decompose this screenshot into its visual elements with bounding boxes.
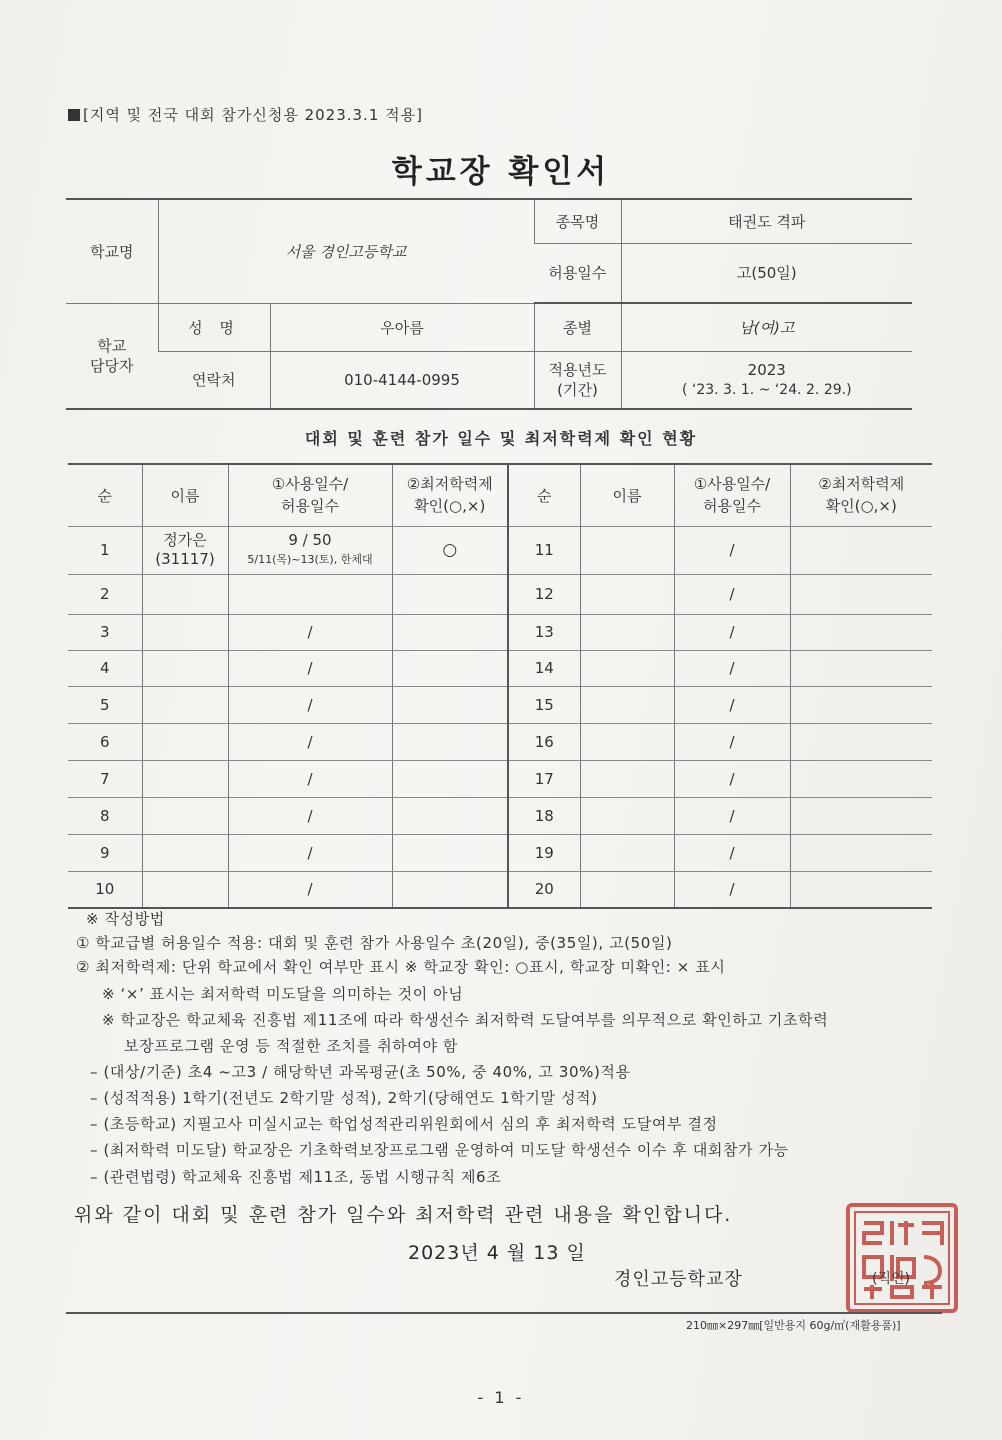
year-label-line1: 적용년도: [548, 360, 607, 379]
row-check-right: [790, 686, 932, 723]
row-name: [142, 526, 228, 574]
row-check-right: [790, 871, 932, 908]
header-name-right: 이름: [580, 464, 674, 526]
table-row: [68, 871, 932, 908]
row-no-right: 12: [508, 574, 580, 614]
header-days-line1: ①사용일수/: [271, 475, 349, 494]
form-category-note: [68, 104, 423, 125]
row-name-right: [580, 797, 674, 834]
participation-table: [68, 463, 932, 909]
row-name: [142, 574, 228, 614]
header-name: 이름: [142, 464, 228, 526]
row-check: [392, 871, 508, 908]
contact-label: 연락처: [158, 351, 270, 409]
header-no: 순: [68, 464, 142, 526]
footer-divider: [66, 1312, 942, 1314]
row-name: [142, 650, 228, 686]
year-label-line2: (기간): [557, 380, 598, 399]
seal-label: (직인): [872, 1271, 910, 1287]
year-label: [534, 351, 621, 409]
instruction-line: – (최저학력 미도달) 학교장은 기초학력보장프로그램 운영하여 미도달 학생선수 이수 후 대회참가 가능: [90, 1141, 789, 1159]
row-no: 5: [68, 686, 142, 723]
confirmation-date: 2023년 4 월 13 일: [408, 1242, 586, 1264]
gender-label: 종별: [534, 303, 621, 351]
manager-name-label: 성 명: [158, 303, 270, 351]
row-days: /: [228, 686, 392, 723]
page-number: - 1 -: [477, 1388, 525, 1407]
row-name-right: [580, 614, 674, 650]
row-days: /: [228, 614, 392, 650]
event-label: 종목명: [534, 199, 621, 243]
school-name-label: 학교명: [66, 199, 158, 303]
header-check: [392, 464, 508, 526]
instruction-line: – (성적적용) 1학기(전년도 2학기말 성적), 2학기(당해연도 1학기말 성적): [90, 1089, 598, 1107]
header-no-right: 순: [508, 464, 580, 526]
row-days: /: [228, 760, 392, 797]
row-check-right: [790, 723, 932, 760]
year-value: [621, 351, 912, 409]
row-check: [392, 650, 508, 686]
header-check-line2: 확인(○,×): [414, 497, 486, 516]
header-days: [228, 464, 392, 526]
row-days-right: /: [674, 760, 790, 797]
row-days-right: /: [674, 526, 790, 574]
row-no: 3: [68, 614, 142, 650]
square-bullet-icon: [68, 109, 80, 121]
manager-label-line1: 학교: [97, 336, 127, 355]
row-check: [392, 834, 508, 871]
table-header-row: [68, 464, 932, 526]
header-days-right-line1: ①사용일수/: [693, 475, 771, 494]
paper-spec: 210㎜×297㎜[일반용지 60g/㎡(재활용품)]: [686, 1319, 901, 1332]
principal-title: 경인고등학교장: [614, 1269, 743, 1290]
row-name-right: [580, 650, 674, 686]
row-days: /: [228, 834, 392, 871]
row-no-right: 16: [508, 723, 580, 760]
official-seal-stamp: [842, 1197, 962, 1319]
gender-value: 남(여)고: [621, 303, 912, 351]
row-name: [142, 760, 228, 797]
row-check-right: [790, 650, 932, 686]
table-row: [68, 723, 932, 760]
instruction-line: ※ 학교장은 학교체육 진흥법 제11조에 따라 학생선수 최저학력 도달여부를 의무적으로 확인하고 기초학력: [102, 1011, 829, 1029]
row-days: [228, 526, 392, 574]
row-no: 4: [68, 650, 142, 686]
row-no: 8: [68, 797, 142, 834]
header-check-right: [790, 464, 932, 526]
row-name-right: [580, 834, 674, 871]
header-check-right-line1: ②최저학력제: [818, 475, 905, 494]
row-days-right: /: [674, 614, 790, 650]
row-name-line1: 정가은: [163, 531, 207, 549]
row-days-right: /: [674, 574, 790, 614]
row-days-right: /: [674, 686, 790, 723]
row-name-right: [580, 871, 674, 908]
instruction-line: – (초등학교) 지필고사 미실시교는 학업성적관리위원회에서 심의 후 최저학력 도달여부 결정: [90, 1115, 718, 1133]
manager-label: [66, 303, 158, 409]
row-days-right: /: [674, 834, 790, 871]
row-check-right: [790, 834, 932, 871]
school-name-value: 서울 경인고등학교: [158, 199, 534, 303]
table-row: [68, 686, 932, 723]
row-check: ○: [392, 526, 508, 574]
row-name-right: [580, 723, 674, 760]
event-value: 태권도 격파: [621, 199, 912, 243]
row-check: [392, 614, 508, 650]
table-row: [68, 574, 932, 614]
row-no: 9: [68, 834, 142, 871]
instruction-line: ② 최저학력제: 단위 학교에서 확인 여부만 표시 ※ 학교장 확인: ○표시, 학교장 미확인: × 표시: [76, 958, 726, 976]
row-days: /: [228, 871, 392, 908]
row-no-right: 19: [508, 834, 580, 871]
header-days-right: [674, 464, 790, 526]
row-no: 2: [68, 574, 142, 614]
row-days-detail: 5/11(목)~13(토), 한체대: [247, 553, 373, 566]
instruction-line: – (대상/기준) 초4 ~고3 / 해당학년 과목평균(초 50%, 중 40%, 고 30%)적용: [90, 1063, 631, 1081]
form-category-text: [지역 및 전국 대회 참가신청용 2023.3.1 적용]: [83, 106, 423, 124]
instruction-line: ※ ‘×’ 표시는 최저학력 미도달을 의미하는 것이 아님: [102, 985, 464, 1003]
row-name-right: [580, 574, 674, 614]
row-name-right: [580, 526, 674, 574]
row-check-right: [790, 760, 932, 797]
row-check: [392, 686, 508, 723]
manager-name-value: 우아름: [270, 303, 534, 351]
table-row: [68, 834, 932, 871]
row-days-right: /: [674, 650, 790, 686]
instruction-line: 보장프로그램 운영 등 적절한 조치를 취하여야 함: [124, 1037, 459, 1055]
row-days-value: 9 / 50: [288, 531, 332, 549]
row-no: 10: [68, 871, 142, 908]
row-days-right: /: [674, 723, 790, 760]
row-days: /: [228, 650, 392, 686]
row-no-right: 11: [508, 526, 580, 574]
row-name: [142, 686, 228, 723]
school-info-table: [66, 198, 912, 410]
row-check: [392, 797, 508, 834]
row-name-line2: (31117): [155, 550, 215, 568]
row-days: [228, 574, 392, 614]
row-no-right: 20: [508, 871, 580, 908]
row-days: /: [228, 797, 392, 834]
row-check: [392, 574, 508, 614]
row-no: 6: [68, 723, 142, 760]
document-title: 학교장 확인서: [391, 154, 611, 190]
row-check-right: [790, 797, 932, 834]
instruction-line: ① 학교급별 허용일수 적용: 대회 및 훈련 참가 사용일수 초(20일), 중(35일), 고(50일): [76, 934, 673, 952]
row-no-right: 18: [508, 797, 580, 834]
table-row: [68, 797, 932, 834]
row-check-right: [790, 526, 932, 574]
allowed-days-value: 고(50일): [621, 243, 912, 303]
allowed-days-label: 허용일수: [534, 243, 621, 303]
row-no-right: 14: [508, 650, 580, 686]
period-value: ( ‘23. 3. 1. ~ ‘24. 2. 29.): [681, 381, 852, 398]
row-days-right: /: [674, 797, 790, 834]
row-check-right: [790, 574, 932, 614]
section-title: 대회 및 훈련 참가 일수 및 최저학력제 확인 현황: [304, 429, 698, 448]
row-check: [392, 723, 508, 760]
row-no-right: 13: [508, 614, 580, 650]
row-no-right: 15: [508, 686, 580, 723]
row-no: 7: [68, 760, 142, 797]
row-check-right: [790, 614, 932, 650]
row-name-right: [580, 760, 674, 797]
row-name: [142, 797, 228, 834]
row-days: /: [228, 723, 392, 760]
table-row: [68, 526, 932, 574]
header-days-line2: 허용일수: [281, 497, 339, 516]
table-row: [68, 760, 932, 797]
table-row: [68, 650, 932, 686]
row-name-right: [580, 686, 674, 723]
table-row: [68, 614, 932, 650]
row-no-right: 17: [508, 760, 580, 797]
header-check-right-line2: 확인(○,×): [825, 497, 897, 516]
row-name: [142, 723, 228, 760]
instruction-line: – (관련법령) 학교체육 진흥법 제11조, 동법 시행규칙 제6조: [90, 1168, 502, 1186]
row-name: [142, 614, 228, 650]
confirmation-statement: 위와 같이 대회 및 훈련 참가 일수와 최저학력 관련 내용을 확인합니다.: [74, 1204, 733, 1226]
manager-label-line2: 담당자: [90, 356, 134, 375]
contact-value: 010-4144-0995: [270, 351, 534, 409]
row-name: [142, 871, 228, 908]
row-days-right: /: [674, 871, 790, 908]
header-days-right-line2: 허용일수: [703, 497, 761, 516]
year-value-line1: 2023: [747, 360, 786, 379]
row-check: [392, 760, 508, 797]
row-name: [142, 834, 228, 871]
header-check-line1: ②최저학력제: [406, 475, 493, 494]
instructions-heading: ※ 작성방법: [86, 910, 165, 928]
row-no: 1: [68, 526, 142, 574]
